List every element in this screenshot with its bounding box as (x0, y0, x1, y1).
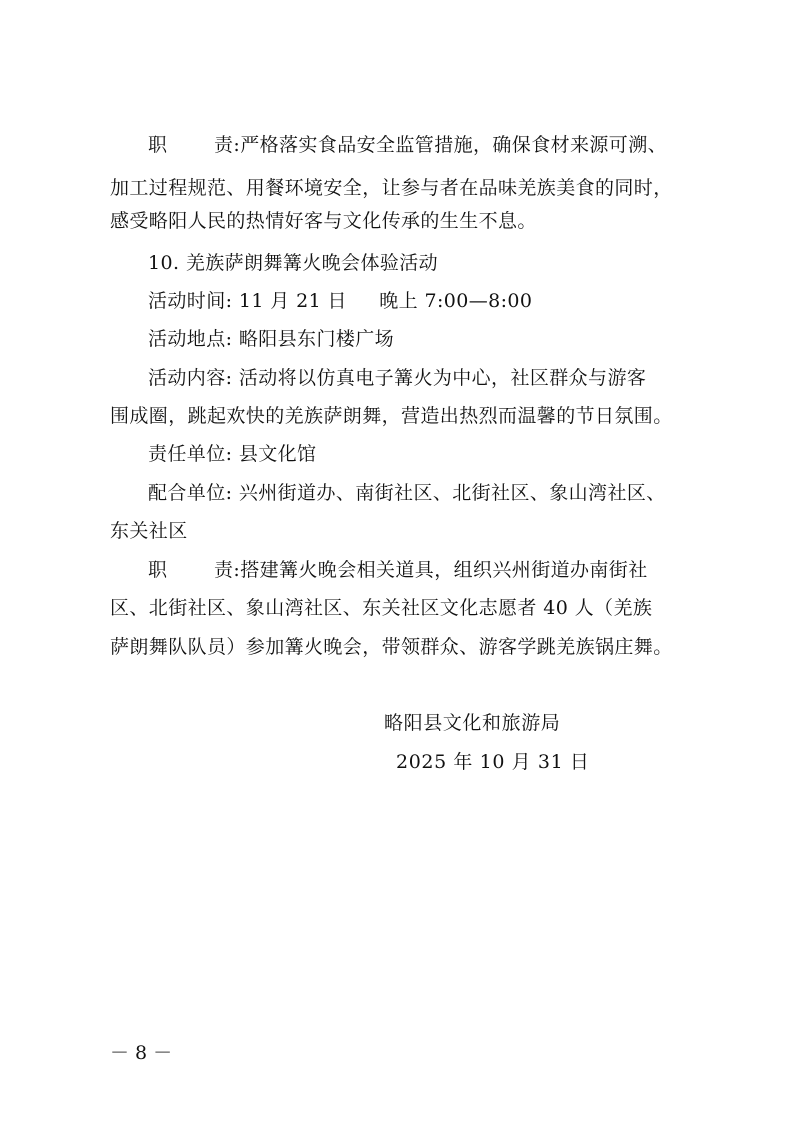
activity-place-label: 活动地点: (148, 328, 233, 350)
responsible-unit-value: 县文化馆 (238, 443, 317, 465)
duty-paragraph-1-line-3: 感受略阳人民的热情好客与文化传承的生生不息。 (110, 210, 537, 232)
duty-paragraph-2-line-2: 区、北街社区、象山湾社区、东关社区文化志愿者 40 人（羌族 (110, 597, 653, 619)
signature-organization: 略阳县文化和旅游局 (384, 712, 561, 734)
activity-place-value: 略阳县东门楼广场 (238, 328, 395, 350)
page-number: － 8 － (110, 1042, 173, 1064)
activity-time (148, 289, 693, 313)
duty-paragraph-1-line-2: 加工过程规范、用餐环境安全，让参与者在品味羌族美食的同时， (110, 177, 673, 199)
activity-content-line-2: 围成圈，跳起欢快的羌族萨朗舞，营造出热烈而温馨的节日氛围。 (110, 405, 673, 427)
signature-date: 2025 年 10 月 31 日 (396, 751, 590, 773)
activity-place (148, 327, 693, 351)
cooperating-units-label: 配合单位: (148, 482, 233, 504)
activity-content-line-1 (148, 366, 693, 390)
duty-paragraph-2-line-1 (148, 558, 693, 582)
duty-text: 严格落实食品安全监管措施，确保食材来源可溯、 (240, 134, 668, 156)
duty-paragraph-1-line-1 (148, 133, 693, 157)
cooperating-units-text: 兴州街道办、南街社区、北街社区、象山湾社区、 (238, 482, 666, 504)
section-title: 10. 羌族萨朗舞篝火晚会体验活动 (148, 252, 439, 274)
duty-label-char-2: 责: (214, 134, 241, 156)
duty-label-char-1: 职 (148, 134, 168, 156)
activity-content-label: 活动内容: (148, 367, 233, 389)
responsible-unit-label: 责任单位: (148, 443, 233, 465)
duty-paragraph-2-line-3: 萨朗舞队队员）参加篝火晚会，带领群众、游客学跳羌族锅庄舞。 (110, 636, 673, 658)
responsible-unit (148, 442, 693, 466)
activity-content-text: 活动将以仿真电子篝火为中心，社区群众与游客 (238, 367, 647, 389)
duty-label-2-char-2: 责: (214, 559, 241, 581)
cooperating-units-line-2: 东关社区 (110, 520, 188, 542)
activity-time-value: 11 月 21 日 晚上 7:00—8:00 (238, 290, 533, 312)
duty-text-2: 搭建篝火晚会相关道具，组织兴州街道办南街社 (240, 559, 648, 581)
activity-time-label: 活动时间: (148, 290, 233, 312)
cooperating-units-line-1 (148, 481, 693, 505)
duty-label-2-char-1: 职 (148, 559, 168, 581)
